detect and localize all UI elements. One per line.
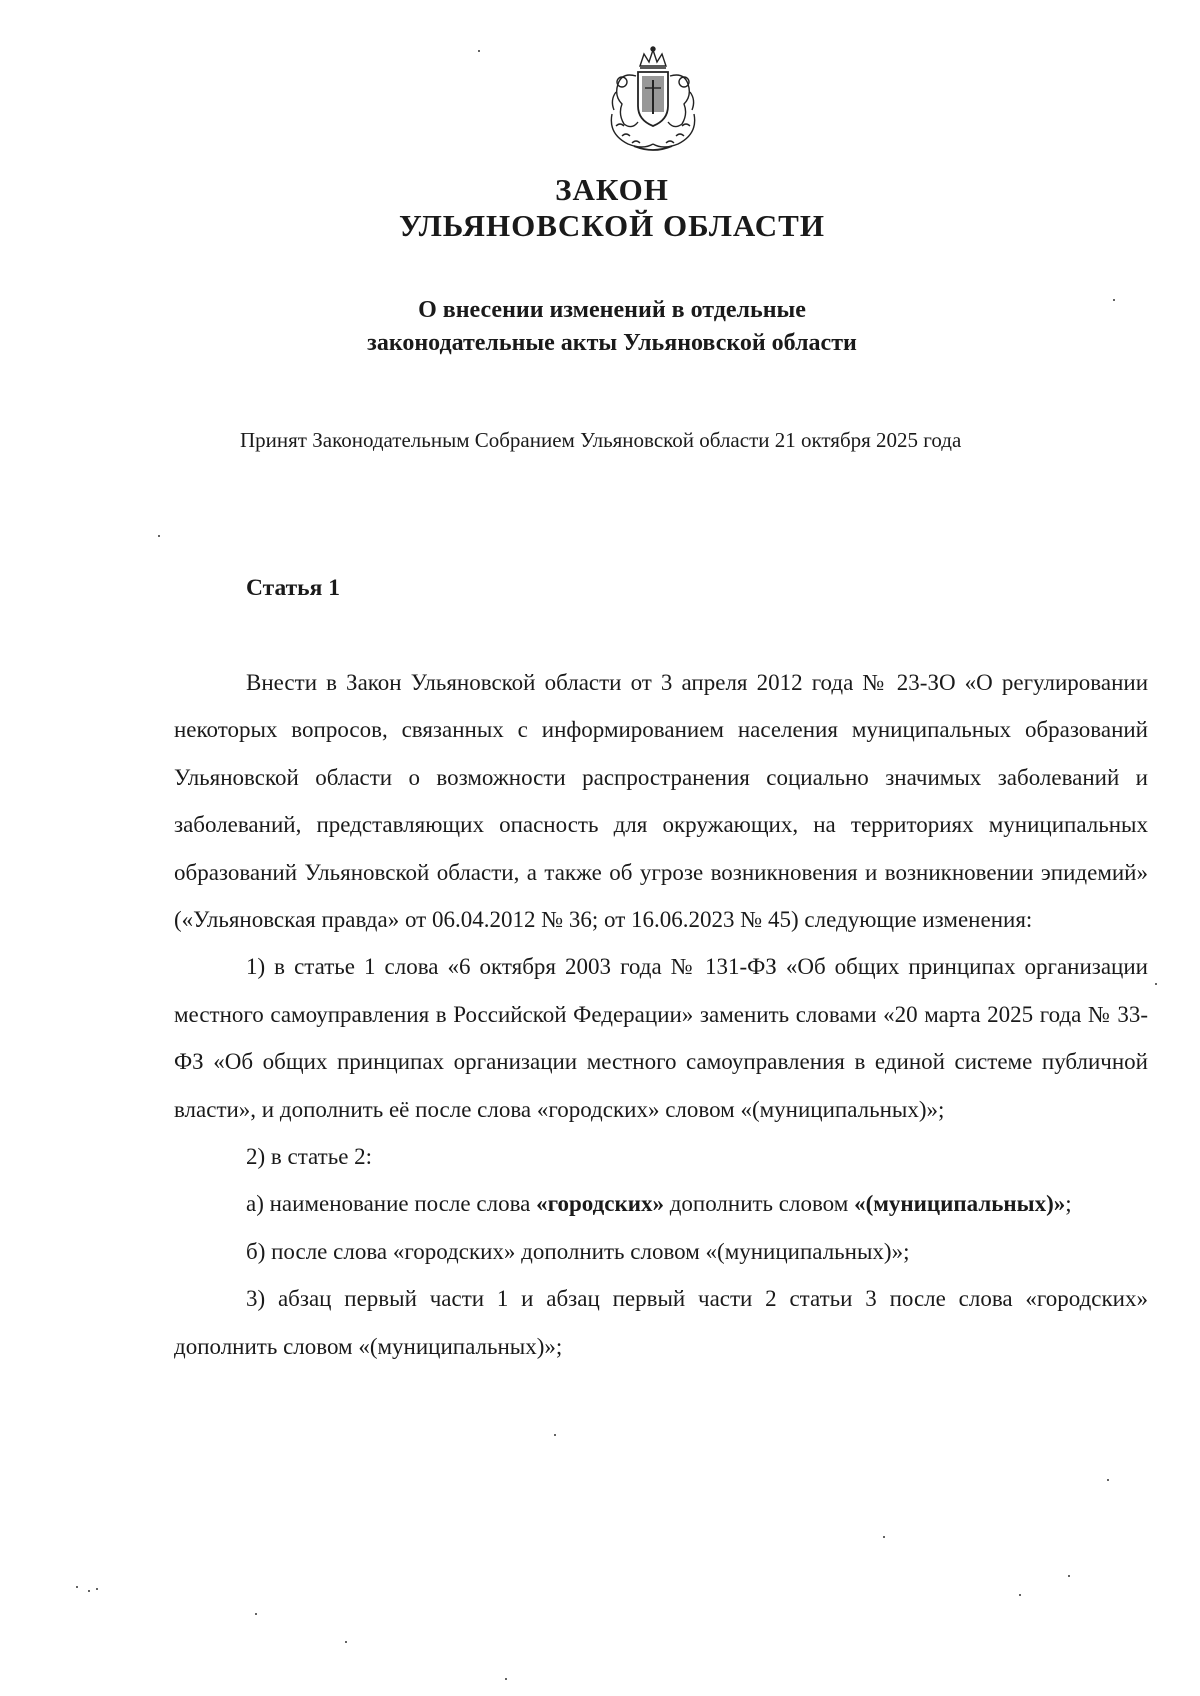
scan-speck: [1019, 1594, 1021, 1596]
scan-speck: [158, 535, 160, 537]
item-2a-bold-word-2: «(муниципальных)»: [854, 1191, 1066, 1217]
law-title: ЗАКОН: [555, 172, 669, 207]
item-2a-bold-word: «городских»: [536, 1191, 664, 1217]
scan-speck: [554, 1434, 556, 1436]
law-subject-line1: О внесении изменений в отдельные: [418, 297, 806, 323]
amendment-item-2: 2) в статье 2:: [246, 1144, 373, 1170]
article-heading: Статья 1: [246, 575, 340, 601]
scan-speck: [1155, 983, 1157, 985]
scan-speck: [1107, 1479, 1109, 1481]
article-paragraph: Внести в Закон Ульяновской области от 3 апреля 2012 года № 23-ЗО «О регулировании некоторых вопросов, связанных с информированием населения муниципальных образований Ульяновской области о возможности распространения социально значимых заболеваний и заболеваний, представляющих опасность для окружающих, на территориях муниципальных образований Ульяновской области, а также об угрозе возникновения и возникновении эпидемий» («Ульяновская правда» от 06.04.2012 № 36; от 16.06.2023 № 45) следующие изменения:: [174, 670, 1148, 933]
adoption-note: Принят Законодательным Собранием Ульяновской области 21 октября 2025 года: [240, 428, 962, 452]
scan-speck: [96, 1588, 98, 1590]
scan-speck: [505, 1678, 507, 1680]
scan-speck: [478, 50, 480, 52]
amendment-item-1: 1) в статье 1 слова «6 октября 2003 года № 131-ФЗ «Об общих принципах организации местного самоуправления в Российской Федерации» заменить словами «20 марта 2025 года № 33-ФЗ «Об общих принципах организации местного самоуправления в единой системе публичной власти», и дополнить её после слова «городских» словом «(муниципальных)»;: [174, 954, 1148, 1122]
amendment-item-3: 3) абзац первый части 1 и абзац первый части 2 статьи 3 после слова «городских» дополнить словом «(муниципальных)»;: [174, 1286, 1148, 1359]
scan-speck: [1068, 1575, 1070, 1577]
amendment-item-2a: [174, 1180, 1148, 1227]
ulyanovsk-oblast-coat-of-arms-icon: [598, 44, 708, 154]
scan-speck: [76, 1586, 78, 1588]
scan-speck: [88, 1590, 90, 1592]
scan-speck: [883, 1536, 885, 1538]
scan-speck: [345, 1641, 347, 1643]
scan-speck: [255, 1613, 257, 1615]
law-region: УЛЬЯНОВСКОЙ ОБЛАСТИ: [399, 208, 825, 243]
law-subject-line2: законодательные акты Ульяновской области: [367, 330, 857, 356]
item-2a-text-prefix: а) наименование после слова: [246, 1191, 537, 1217]
article-body: [174, 659, 1148, 1370]
scan-speck: [1113, 299, 1115, 301]
item-2a-text-mid: дополнить словом: [663, 1191, 855, 1217]
amendment-item-2b: б) после слова «городских» дополнить словом «(муниципальных)»;: [246, 1238, 910, 1264]
item-2a-text-suffix: ;: [1065, 1191, 1072, 1217]
